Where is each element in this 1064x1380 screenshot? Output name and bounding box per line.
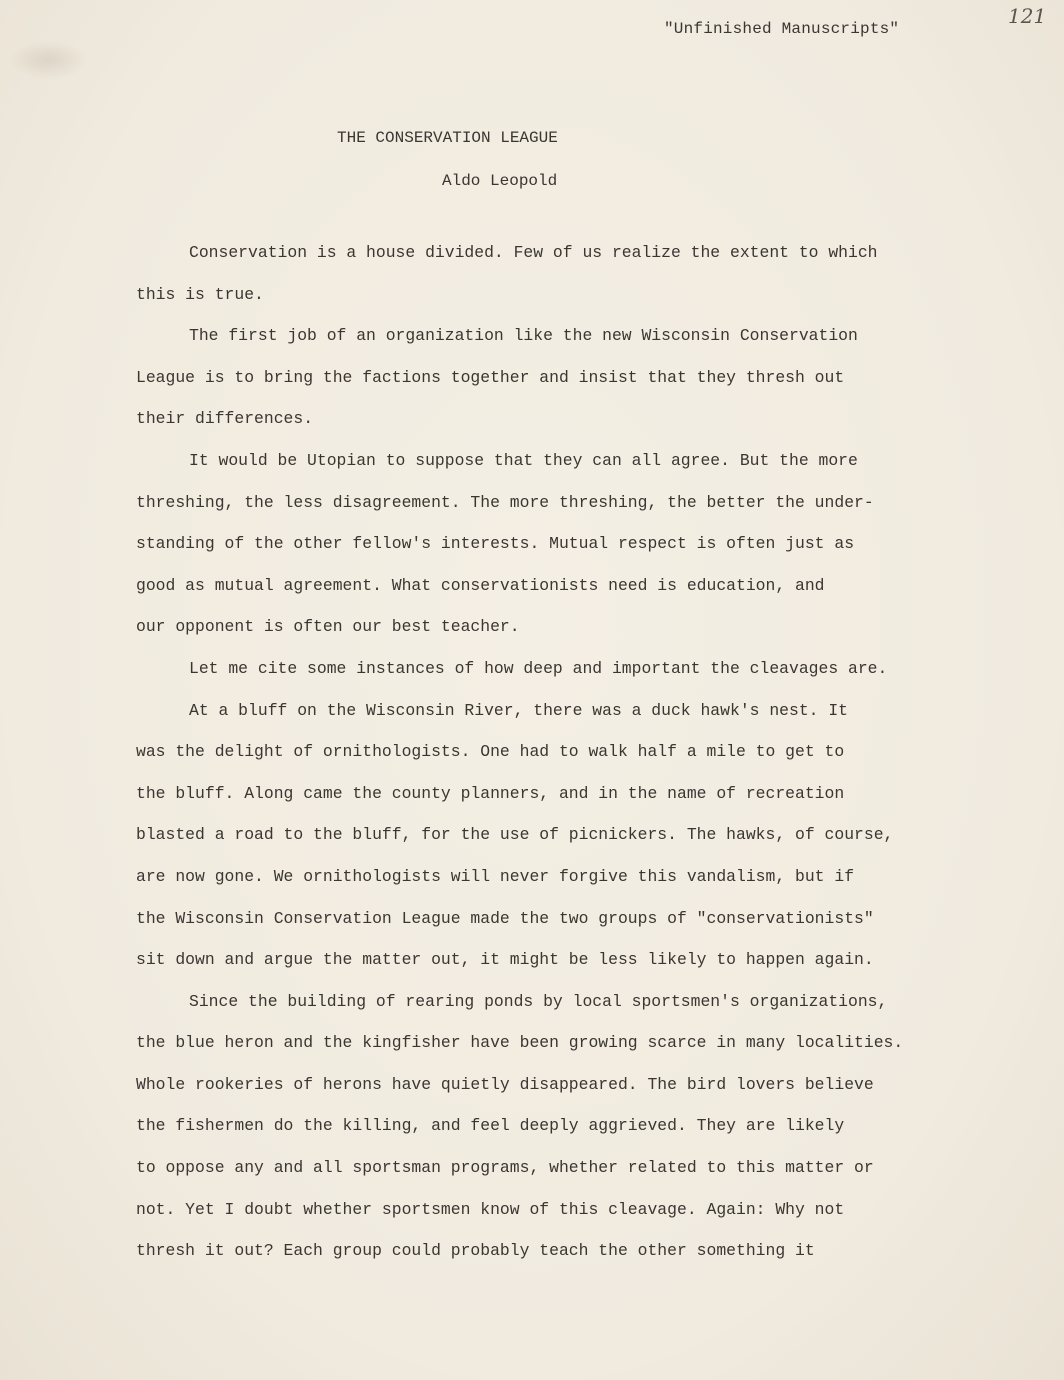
- text-line: threshing, the less disagreement. The more threshing, the better the under-: [136, 492, 874, 512]
- text-line: Let me cite some instances of how deep and important the cleavages are.: [189, 658, 888, 678]
- text-line: to oppose any and all sportsman programs, whether related to this matter or: [136, 1158, 874, 1178]
- text-line: are now gone. We ornithologists will never forgive this vandalism, but if: [136, 866, 855, 886]
- text-line: not. Yet I doubt whether sportsmen know of this cleavage. Again: Why not: [136, 1199, 845, 1219]
- body-text: [136, 232, 966, 1272]
- text-line: the fishermen do the killing, and feel deeply aggrieved. They are likely: [136, 1116, 845, 1136]
- text-line: Since the building of rearing ponds by local sportsmen's organizations,: [189, 991, 888, 1011]
- text-line: sit down and argue the matter out, it might be less likely to happen again.: [136, 950, 874, 970]
- text-line: Whole rookeries of herons have quietly disappeared. The bird lovers believe: [136, 1074, 874, 1094]
- handwritten-page-number: 121: [1008, 4, 1047, 28]
- text-line: the bluff. Along came the county planners, and in the name of recreation: [136, 783, 845, 803]
- document-title: THE CONSERVATION LEAGUE: [337, 129, 558, 147]
- text-line: At a bluff on the Wisconsin River, there was a duck hawk's nest. It: [189, 700, 849, 720]
- text-line: this is true.: [136, 284, 264, 304]
- paper-smudge: [8, 40, 88, 80]
- text-line: the Wisconsin Conservation League made the two groups of "conservationists": [136, 908, 874, 928]
- text-line: the blue heron and the kingfisher have been growing scarce in many localities.: [136, 1033, 904, 1053]
- document-author: Aldo Leopold: [442, 172, 558, 190]
- text-line: thresh it out? Each group could probably teach the other something it: [136, 1241, 815, 1261]
- text-line: blasted a road to the bluff, for the use of picnickers. The hawks, of course,: [136, 825, 894, 845]
- text-line: our opponent is often our best teacher.: [136, 617, 520, 637]
- text-line: their differences.: [136, 409, 314, 429]
- collection-label: "Unfinished Manuscripts": [664, 20, 900, 38]
- text-line: The first job of an organization like the new Wisconsin Conservation: [189, 326, 858, 346]
- text-line: It would be Utopian to suppose that they can all agree. But the more: [189, 450, 858, 470]
- text-line: good as mutual agreement. What conservationists need is education, and: [136, 575, 825, 595]
- text-line: was the delight of ornithologists. One had to walk half a mile to get to: [136, 742, 845, 762]
- text-line: League is to bring the factions together and insist that they thresh out: [136, 367, 845, 387]
- text-line: standing of the other fellow's interests. Mutual respect is often just as: [136, 534, 855, 554]
- text-line: Conservation is a house divided. Few of us realize the extent to which: [189, 243, 878, 262]
